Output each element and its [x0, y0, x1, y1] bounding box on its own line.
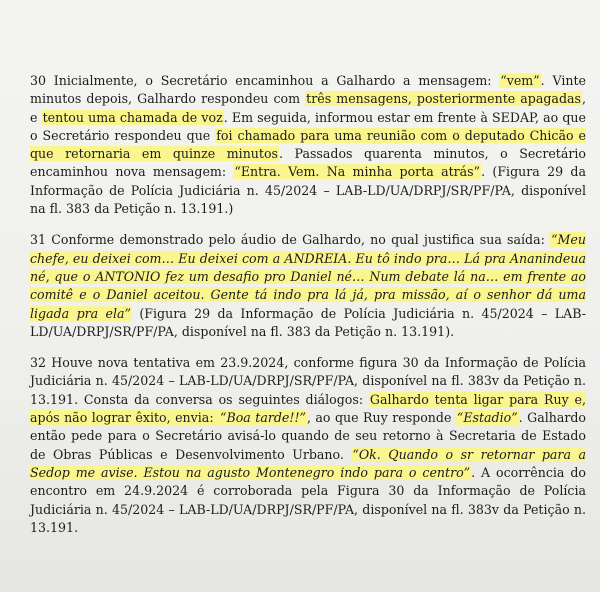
paragraph-31: [30, 231, 586, 341]
p30-text-4: . Em seguida, informou estar em frente à SEDAP, ao que o Secretário respondeu que: [30, 109, 586, 143]
p32-highlight-ok: “Ok. Quando o sr retornar para a Sedop me avise. Estou na agusto Montenegro indo para o centro”: [30, 446, 586, 480]
p32-text-4: . A ocorrência do encontro em 24.9.2024 é corroborada pela Figura 30 da Informação de Polícia Judiciária n. 45/2024 – LAB-LD/UA/DRPJ/SR/PF/PA, disponível na fl. 383v da Petição n. 13.191.: [30, 464, 586, 535]
p32-highlight-ligar: Galhardo tenta ligar para Ruy e, após não lograr êxito, envia:: [30, 391, 586, 426]
p30-highlight-mensagens: três mensagens, posteriormente apagadas: [306, 91, 581, 107]
p32-highlight-estadio: “Estadio”: [456, 410, 518, 426]
document-body: [30, 72, 586, 550]
p30-highlight-reuniao: foi chamado para uma reunião com o deputado Chicão e que retornaria em quinze minutos: [30, 127, 586, 162]
p31-text-2: (Figura 29 da Informação de Polícia Judiciária n. 45/2024 – LAB-LD/UA/DRPJ/SR/PF/PA, disponível na fl. 383 da Petição n. 13.191).: [30, 305, 586, 339]
p32-highlight-boa-tarde: “Boa tarde!!”: [220, 410, 306, 426]
p30-text-5: . Passados quarenta minutos, o Secretário encaminhou nova mensagem:: [30, 146, 587, 180]
p32-text-3: . Galhardo então pede para o Secretário avisá-lo quando de seu retorno à Secretaria de Estado de Obras Públicas e Desenvolvimento Urbano.: [30, 410, 587, 462]
p30-text-6: . (Figura 29 da Informação de Polícia Judiciária n. 45/2024 – LAB-LD/UA/DRPJ/SR/PF/PA, disponível na fl. 383 da Petição n. 13.191.): [30, 164, 586, 217]
p30-text-2: . Vinte minutos depois, Galhardo respondeu com: [30, 73, 586, 107]
p30-highlight-vem: “vem”: [500, 73, 540, 88]
p31-text-1: 31 Conforme demonstrado pelo áudio de Galhardo, no qual justifica sua saída:: [30, 232, 551, 248]
paragraph-30: [30, 72, 586, 218]
p30-text-1: 30 Inicialmente, o Secretário encaminhou a Galhardo a mensagem:: [30, 73, 500, 88]
p30-text-3: , e: [30, 91, 586, 125]
p32-text-2: , ao que Ruy responde: [306, 410, 456, 426]
p31-highlight-audio: “Meu chefe, eu deixei com… Eu deixei com a ANDREIA. Eu tô indo pra… Lá pra Ananindeua né, que o ANTONIO fez um desafio pro Daniel né… Num debate lá na… em frente ao comitê e o Daniel aceitou. Gente tá indo pra lá já, pra missão, aí o senhor dá uma ligada pra ela”: [30, 232, 586, 321]
p30-highlight-entra: “Entra. Vem. Na minha porta atrás”: [234, 164, 481, 180]
p30-highlight-chamada: tentou uma chamada de voz: [42, 109, 223, 125]
p32-text-1: 32 Houve nova tentativa em 23.9.2024, conforme figura 30 da Informação de Polícia Judiciária n. 45/2024 – LAB-LD/UA/DRPJ/SR/PF/PA, disponível na fl. 383v da Petição n. 13.191. Consta da conversa os seguintes diálogos:: [30, 355, 586, 407]
paragraph-32: [30, 354, 586, 537]
